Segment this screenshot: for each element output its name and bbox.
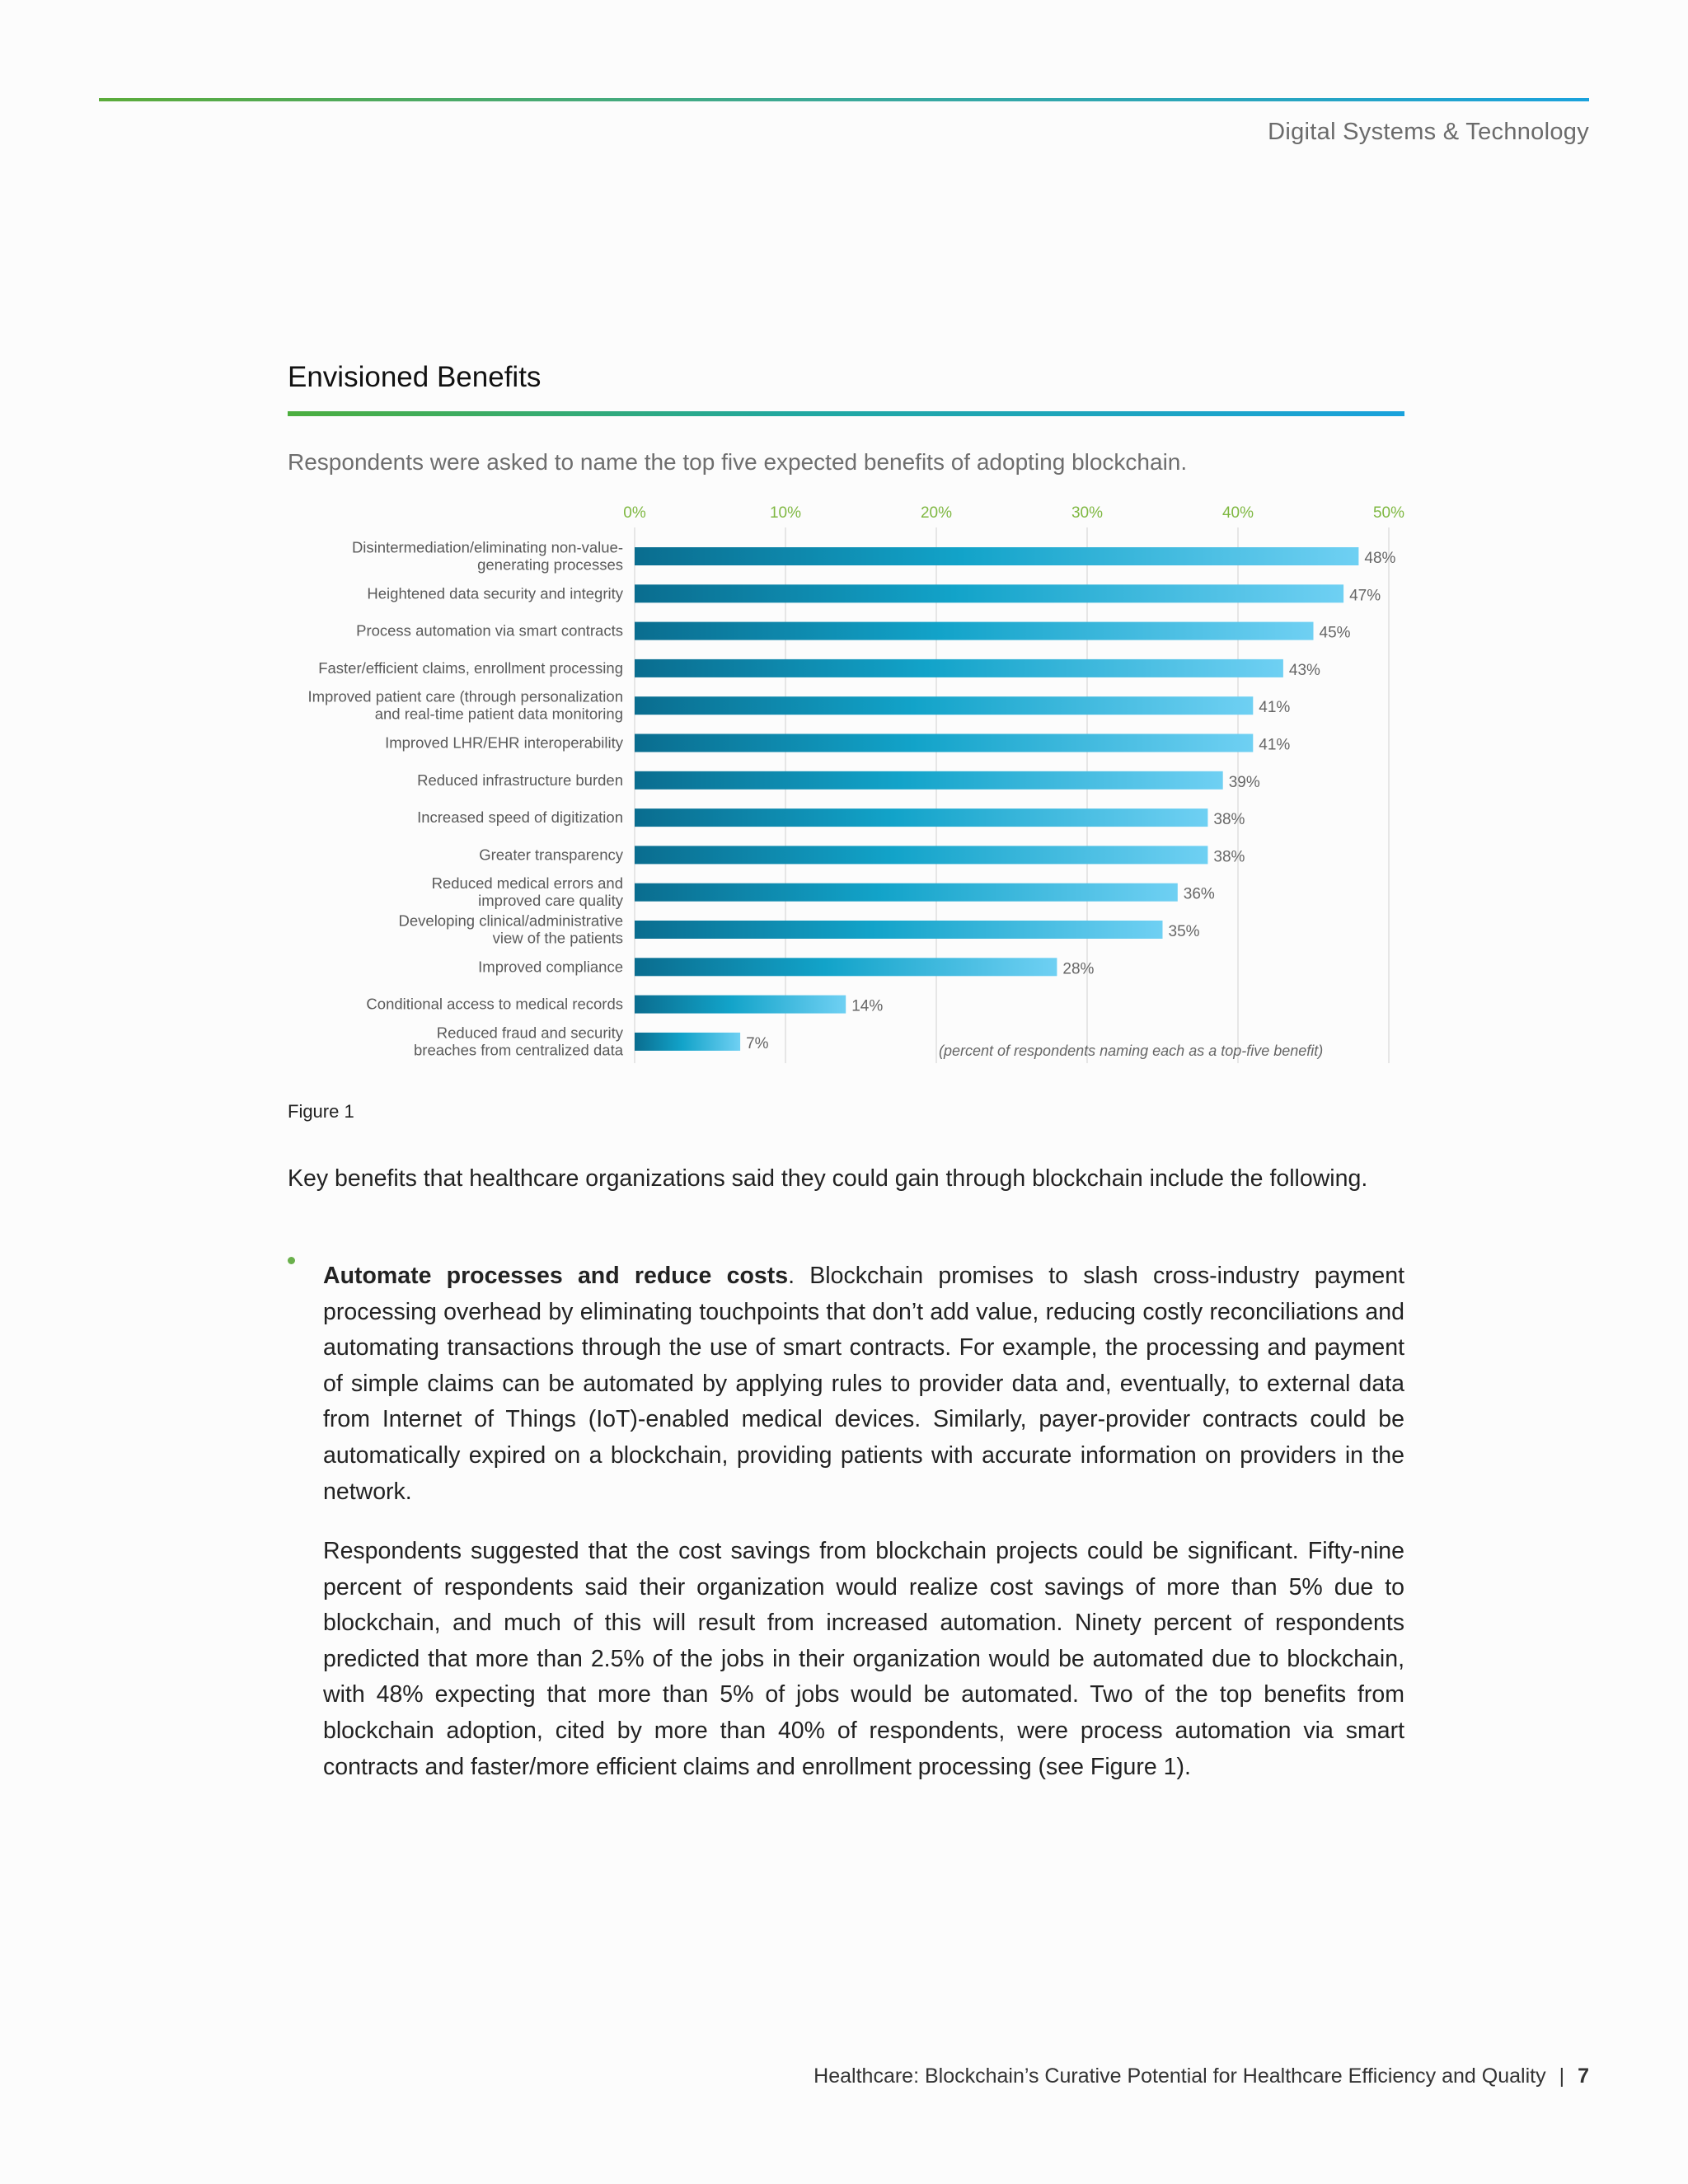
category-label: Increased speed of digitization [417,808,623,827]
category-label: Disintermediation/eliminating non-value-generating processes [351,538,623,574]
value-label: 41% [1259,736,1291,754]
bar [635,846,1207,864]
x-tick-label: 40% [1221,504,1254,522]
bar [635,771,1223,790]
footer-title: Healthcare: Blockchain’s Curative Potential for Healthcare Efficiency and Quality [814,2064,1546,2088]
category-label: Conditional access to medical records [366,995,623,1013]
bullet-paragraph [323,1258,1404,1510]
bar [635,921,1163,939]
page-footer [814,2064,1589,2088]
category-label: Improved compliance [478,958,623,976]
figure-title-rule [288,411,1404,416]
category-label: Reduced fraud and security breaches from centralized data [414,1024,623,1059]
bar [635,659,1283,677]
value-label: 41% [1259,699,1291,717]
bar [635,547,1358,565]
category-label: Reduced medical errors and improved care quality [431,874,623,910]
cost-savings-paragraph: Respondents suggested that the cost savings from blockchain projects could be significant. Fifty-nine percent of respondents said their organization would realize cost savings of more than 5% due to blockchain, and much of this will result from increased automation. Ninety percent of respondents predicted that more than 2.5% of the jobs in their organization would be automated due to blockchain, with 48% expecting that more than 5% of jobs would be automated. Two of the top benefits from blockchain adoption, cited by more than 40% of respondents, were process automation via smart contracts and faster/more efficient claims and enrollment processing (see Figure 1). [323,1538,1404,1780]
bar [635,622,1314,640]
value-label: 45% [1319,624,1351,642]
benefits-bar-chart [280,503,1409,1071]
value-label: 47% [1349,587,1381,605]
bar [635,734,1253,752]
bar [635,958,1057,976]
bar [635,996,846,1014]
header-rule [99,98,1589,101]
bar [635,808,1207,827]
footer-separator: | [1559,2064,1565,2088]
category-label: Faster/efficient claims, enrollment processing [318,658,623,677]
section-label: Digital Systems & Technology [1268,119,1589,145]
value-label: 14% [851,997,884,1015]
x-tick-label: 20% [920,504,953,522]
value-label: 36% [1183,885,1215,903]
category-label: Reduced infrastructure burden [417,771,623,789]
category-label: Heightened data security and integrity [367,584,623,602]
figure-caption: Figure 1 [288,1101,354,1122]
bar [635,1033,740,1051]
value-label: 43% [1288,661,1320,679]
bar [635,883,1178,902]
category-label: Process automation via smart contracts [356,621,623,640]
figure-title: Envisioned Benefits [288,361,542,393]
x-tick-label: 50% [1372,504,1405,522]
intro-paragraph: Key benefits that healthcare organizations said they could gain through blockchain include the following. [288,1165,1368,1192]
x-tick-label: 30% [1071,504,1104,522]
x-tick-label: 10% [769,504,802,522]
bullet-marker [288,1257,295,1264]
page-number: 7 [1578,2064,1589,2088]
value-label: 28% [1062,960,1095,978]
bullet-text: . Blockchain promises to slash cross-industry payment processing overhead by eliminating touchpoints that don’t add value, reducing costly reconciliations and automating transactions through the use of smart contracts. For example, the processing and payment of simple claims can be automated by applying rules to provider data and, eventually, to external data from Internet of Things (IoT)-enabled medical devices. Similarly, payer-provider contracts could be automatically expired on a blockchain, providing patients with accurate information on providers in the network. [323,1263,1405,1505]
value-label: 48% [1364,550,1396,567]
bar [635,696,1253,715]
value-label: 35% [1168,923,1200,940]
value-label: 39% [1228,773,1260,791]
value-label: 38% [1213,811,1245,829]
bar [635,584,1343,602]
bullet-lead: Automate processes and reduce costs [323,1263,789,1289]
category-label: Improved LHR/EHR interoperability [385,733,623,752]
value-label: 7% [746,1034,769,1052]
figure-subtitle: Respondents were asked to name the top five expected benefits of adopting blockchain. [288,449,1188,475]
value-label: 38% [1213,848,1245,866]
category-label: Improved patient care (through personalization and real-time patient data monitoring [307,687,623,723]
category-label: Greater transparency [479,846,623,864]
category-label: Developing clinical/administrative view of the patients [398,912,623,947]
x-tick-label: 0% [623,504,646,522]
chart-note: (percent of respondents naming each as a top-five benefit) [939,1043,1324,1059]
